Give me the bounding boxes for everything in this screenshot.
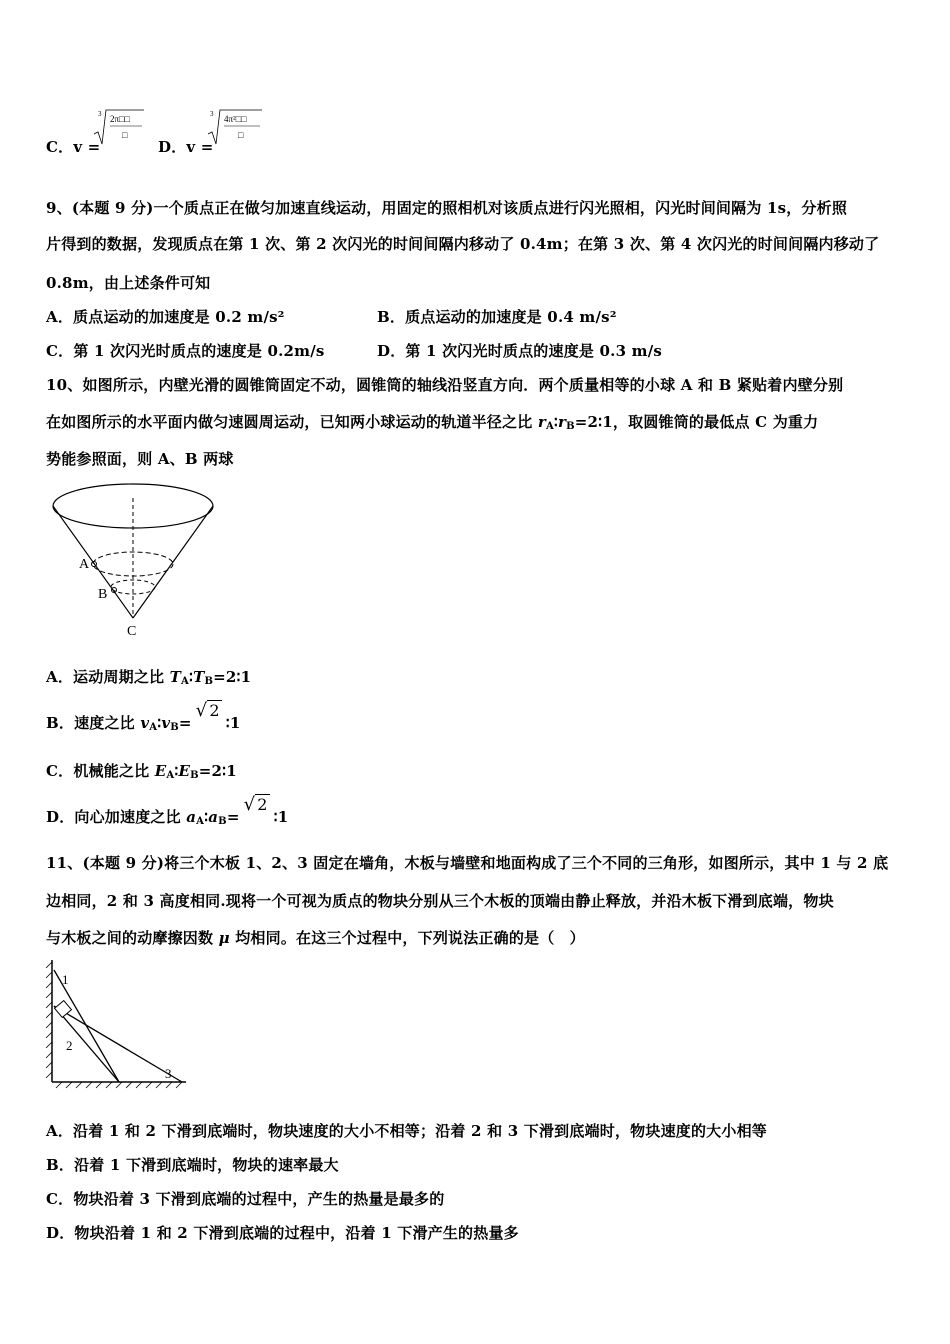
q8-option-d: D．v = <box>158 138 214 156</box>
q10-stem-line3: 势能参照面，则 A、B 两球 <box>46 450 234 468</box>
cone-figure <box>48 478 222 640</box>
q10-option-a: A．运动周期之比 $T_A∶T_B=2∶1$ <box>46 668 252 687</box>
q10-stem-line1: 10、如图所示，内壁光滑的圆锥筒固定不动，圆锥筒的轴线沿竖直方向．两个质量相等的小球 A 和 B 紧贴着内壁分别 <box>46 376 844 394</box>
root-index: 3 <box>98 110 102 118</box>
board-3 <box>54 1006 182 1082</box>
q8-option-c-formula <box>92 108 152 150</box>
label-a: A <box>79 557 90 572</box>
q11-stem-line2: 边相同，2 和 3 高度相同.现将一个可视为质点的物块分别从三个木板的顶端由静止释放，并沿木板下滑到底端，物块 <box>46 892 834 910</box>
q9-stem-line1: 9、(本题 9 分)一个质点正在做匀加速直线运动，用固定的照相机对该质点进行闪光照相，闪光时间间隔为 1s，分析照 <box>46 199 848 217</box>
formula-denominator: □ <box>238 130 244 140</box>
q9-stem-line3: 0.8m，由上述条件可知 <box>46 274 211 292</box>
q9-option-b: B．质点运动的加速度是 0.4 m/s² <box>377 308 617 326</box>
q9-option-a: A．质点运动的加速度是 0.2 m/s² <box>46 308 285 326</box>
board-2 <box>54 1006 119 1082</box>
root-index: 3 <box>210 110 214 118</box>
label-c: C <box>127 624 137 639</box>
q11-option-b: B．沿着 1 下滑到底端时，物块的速率最大 <box>46 1156 339 1174</box>
boards-figure <box>44 958 190 1090</box>
sqrt-2: √ 2 <box>243 794 268 815</box>
q8-option-c: C．v = <box>46 138 101 156</box>
q11-option-c: C．物块沿着 3 下滑到底端的过程中，产生的热量是最多的 <box>46 1190 445 1208</box>
label-2: 2 <box>66 1038 73 1053</box>
formula-numerator: 2π□□ <box>110 114 130 124</box>
q8-option-d-formula <box>206 108 270 150</box>
q10-option-d: D．向心加速度之比 $a_A∶a_B=√$ 2∶1 <box>46 794 289 827</box>
formula-numerator: 4π²□□ <box>224 114 247 124</box>
formula-denominator: □ <box>122 130 128 140</box>
q11-stem-line1: 11、(本题 9 分)将三个木板 1、2、3 固定在墙角，木板与墙壁和地面构成了三个不同的三角形，如图所示，其中 1 与 2 底 <box>46 854 889 872</box>
label-b: B <box>98 587 108 602</box>
q9-stem-line2: 片得到的数据，发现质点在第 1 次、第 2 次闪光的时间间隔内移动了 0.4m；在第 3 次、第 4 次闪光的时间间隔内移动了 <box>46 235 880 253</box>
q11-option-d: D．物块沿着 1 和 2 下滑到底端的过程中，沿着 1 下滑产生的热量多 <box>46 1224 519 1242</box>
q10-option-b: B．速度之比 $v_A∶v_B=√$ 2∶1 <box>46 700 241 733</box>
label-3: 3 <box>165 1066 172 1081</box>
q10-stem-line2: 在如图所示的水平面内做匀速圆周运动，已知两小球运动的轨道半径之比 $r_A∶r_B=2∶1$，取圆锥筒的最低点 C 为重力 <box>46 413 819 432</box>
q9-option-d: D．第 1 次闪光时质点的速度是 0.3 m/s <box>377 342 663 360</box>
q11-option-a: A．沿着 1 和 2 下滑到底端时，物块速度的大小不相等；沿着 2 和 3 下滑到底端时，物块速度的大小相等 <box>46 1122 767 1140</box>
q11-stem-line3: 与木板之间的动摩擦因数 μ 均相同。在这三个过程中，下列说法正确的是（ ） <box>46 929 585 947</box>
sqrt-2: √ 2 <box>195 700 220 721</box>
q10-option-c: C．机械能之比 $E_A∶E_B=2∶1$ <box>46 762 237 781</box>
q9-option-c: C．第 1 次闪光时质点的速度是 0.2m/s <box>46 342 325 360</box>
label-1: 1 <box>62 972 69 987</box>
